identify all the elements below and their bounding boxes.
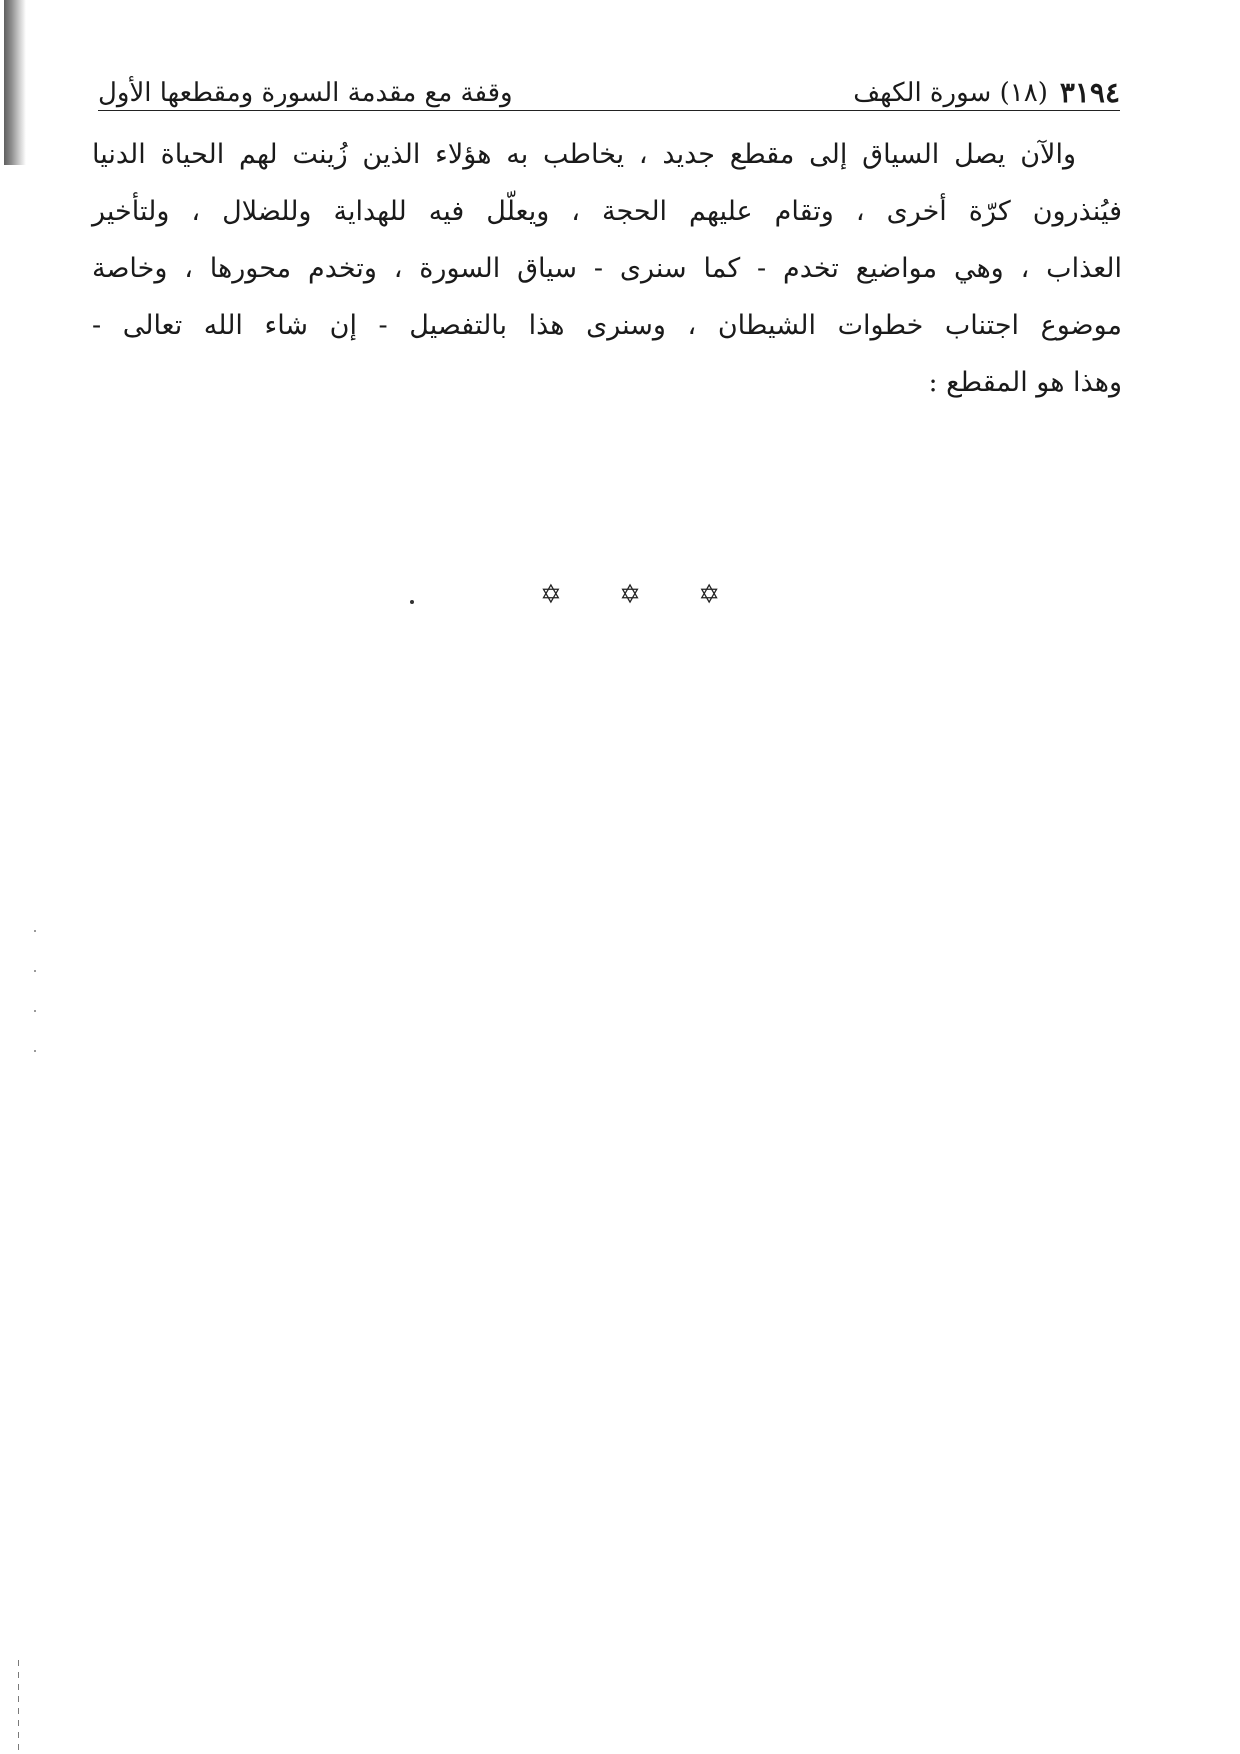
star-ornament-icon: ✡ [698, 580, 720, 610]
section-title: وقفة مع مقدمة السورة ومقطعها الأول [98, 78, 513, 108]
paragraph-line: وهذا هو المقطع : [928, 367, 1122, 398]
page-number: ٣١٩٤ [1059, 76, 1120, 109]
scan-binding-shadow [4, 0, 26, 165]
scan-speck [410, 600, 414, 604]
paragraph-line: موضوع اجتناب خطوات الشيطان ، وسنرى هذا بالتفصيل - إن شاء الله تعالى - [92, 310, 1122, 341]
paragraph-line: والآن يصل السياق إلى مقطع جديد ، يخاطب به هؤلاء الذين زُينت لهم الحياة الدنيا [92, 139, 1076, 170]
paragraph-line: العذاب ، وهي مواضيع تخدم - كما سنرى - سياق السورة ، وتخدم محورها ، وخاصة [92, 253, 1122, 284]
running-header [98, 66, 1120, 110]
surah-label: (١٨) سورة الكهف [853, 78, 1048, 108]
section-divider-stars [540, 580, 720, 610]
scan-edge-marks [34, 930, 36, 1090]
scan-edge-marks-bottom [18, 1660, 19, 1750]
header-page-info [853, 76, 1120, 110]
header-rule [98, 110, 1120, 111]
body-paragraph [92, 126, 1122, 411]
star-ornament-icon: ✡ [619, 580, 641, 610]
paragraph-line: فيُنذرون كرّة أخرى ، وتقام عليهم الحجة ، ويعلّل فيه للهداية وللضلال ، ولتأخير [92, 196, 1122, 227]
star-ornament-icon: ✡ [540, 580, 562, 610]
